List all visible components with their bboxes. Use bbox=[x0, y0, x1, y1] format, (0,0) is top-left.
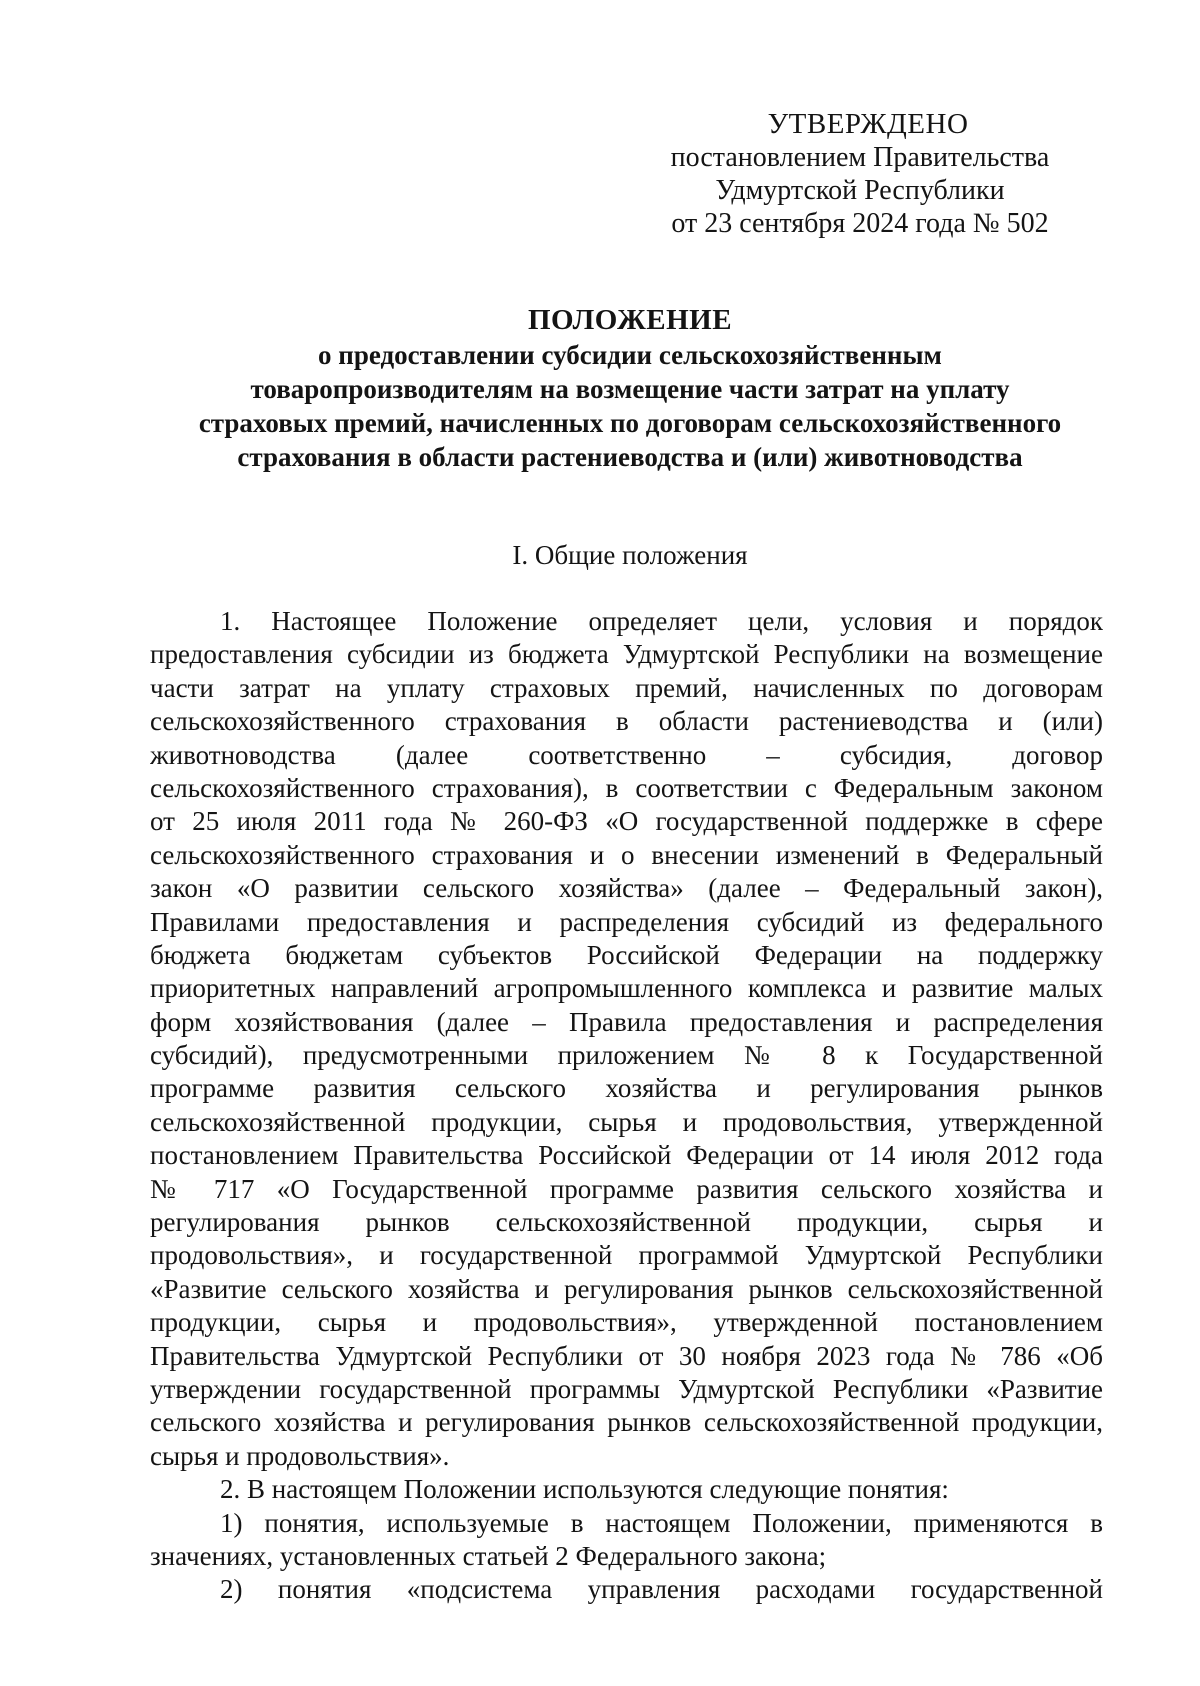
paragraph-line: закон «О развитии сельского хозяйства» (далее – Федеральный закон), bbox=[150, 873, 1103, 904]
paragraph-line: форм хозяйствования (далее – Правила предоставления и распределения bbox=[150, 1006, 1103, 1037]
paragraph-line: сельскохозяйственной продукции, сырья и продовольствия, утвержденной bbox=[150, 1106, 1103, 1137]
paragraph-line: субсидий), предусмотренными приложением № 8 к Государственной bbox=[150, 1040, 1103, 1071]
approval-line-resolution: постановлением Правительства bbox=[670, 142, 1050, 173]
paragraph-line: «Развитие сельского хозяйства и регулирования рынков сельскохозяйственной bbox=[150, 1273, 1103, 1304]
paragraph-line: сырья и продовольствия». bbox=[150, 1440, 450, 1471]
document-subtitle-line: страхования в области растениеводства и (или) животноводства bbox=[237, 442, 1023, 472]
paragraph-line: сельского хозяйства и регулирования рынков сельскохозяйственной продукции, bbox=[150, 1407, 1103, 1438]
paragraph-line: части затрат на уплату страховых премий, начисленных по договорам bbox=[150, 672, 1103, 703]
document-subtitle-line: о предоставлении субсидии сельскохозяйственным bbox=[318, 340, 942, 370]
document-subtitle-line: товаропроизводителям на возмещение части затрат на уплату bbox=[250, 374, 1010, 404]
approval-line-date: от 23 сентября 2024 года № 502 bbox=[671, 208, 1049, 239]
paragraph-line: сельскохозяйственного страхования в области растениеводства и (или) bbox=[150, 706, 1103, 737]
paragraph-line: бюджета бюджетам субъектов Российской Федерации на поддержку bbox=[150, 939, 1103, 970]
document-subtitle-line: страховых премий, начисленных по договорам сельскохозяйственного bbox=[198, 408, 1062, 438]
paragraph-line: предоставления субсидии из бюджета Удмуртской Республики на возмещение bbox=[150, 639, 1103, 670]
paragraph-line: 1. Настоящее Положение определяет цели, условия и порядок bbox=[220, 606, 1103, 636]
document-body bbox=[150, 605, 1103, 1607]
list-item-1-line: значениях, установленных статьей 2 Федерального закона; bbox=[150, 1540, 827, 1571]
list-item-1-line: 1) понятия, используемые в настоящем Положении, применяются в bbox=[220, 1507, 1103, 1538]
paragraph-line: Правилами предоставления и распределения субсидий из федерального bbox=[150, 906, 1103, 937]
section-heading: I. Общие положения bbox=[512, 540, 748, 570]
paragraph-line: программе развития сельского хозяйства и регулирования рынков bbox=[150, 1073, 1103, 1104]
paragraph-line: утверждении государственной программы Удмуртской Республики «Развитие bbox=[150, 1373, 1103, 1404]
paragraph-2: 2. В настоящем Положении используются следующие понятия: bbox=[220, 1474, 949, 1505]
paragraph-line: постановлением Правительства Российской Федерации от 14 июля 2012 года bbox=[150, 1140, 1103, 1171]
paragraph-line: сельскохозяйственного страхования), в соответствии с Федеральным законом bbox=[150, 772, 1103, 803]
paragraph-line: приоритетных направлений агропромышленного комплекса и развитие малых bbox=[150, 973, 1103, 1004]
paragraph-line: № 717 «О Государственной программе развития сельского хозяйства и bbox=[150, 1173, 1103, 1204]
document-heading: ПОЛОЖЕНИЕ bbox=[527, 304, 733, 336]
approval-block bbox=[630, 108, 1090, 240]
approval-line-republic: Удмуртской Республики bbox=[715, 175, 1005, 206]
paragraph-line: Правительства Удмуртской Республики от 30 ноября 2023 года № 786 «Об bbox=[150, 1340, 1103, 1371]
document-title-block bbox=[150, 303, 1110, 474]
paragraph-line: регулирования рынков сельскохозяйственной продукции, сырья и bbox=[150, 1207, 1103, 1238]
paragraph-line: от 25 июля 2011 года № 260-ФЗ «О государственной поддержке в сфере bbox=[150, 806, 1103, 837]
paragraph-line: продукции, сырья и продовольствия», утвержденной постановлением bbox=[150, 1307, 1103, 1338]
paragraph-line: животноводства (далее соответственно – субсидия, договор bbox=[150, 739, 1103, 770]
approval-title: УТВЕРЖДЕНО bbox=[767, 108, 969, 140]
list-item-2-line: 2) понятия «подсистема управления расходами государственной bbox=[220, 1574, 1103, 1605]
paragraph-line: сельскохозяйственного страхования и о внесении изменений в Федеральный bbox=[150, 839, 1103, 870]
paragraph-line: продовольствия», и государственной программой Удмуртской Республики bbox=[150, 1240, 1103, 1271]
